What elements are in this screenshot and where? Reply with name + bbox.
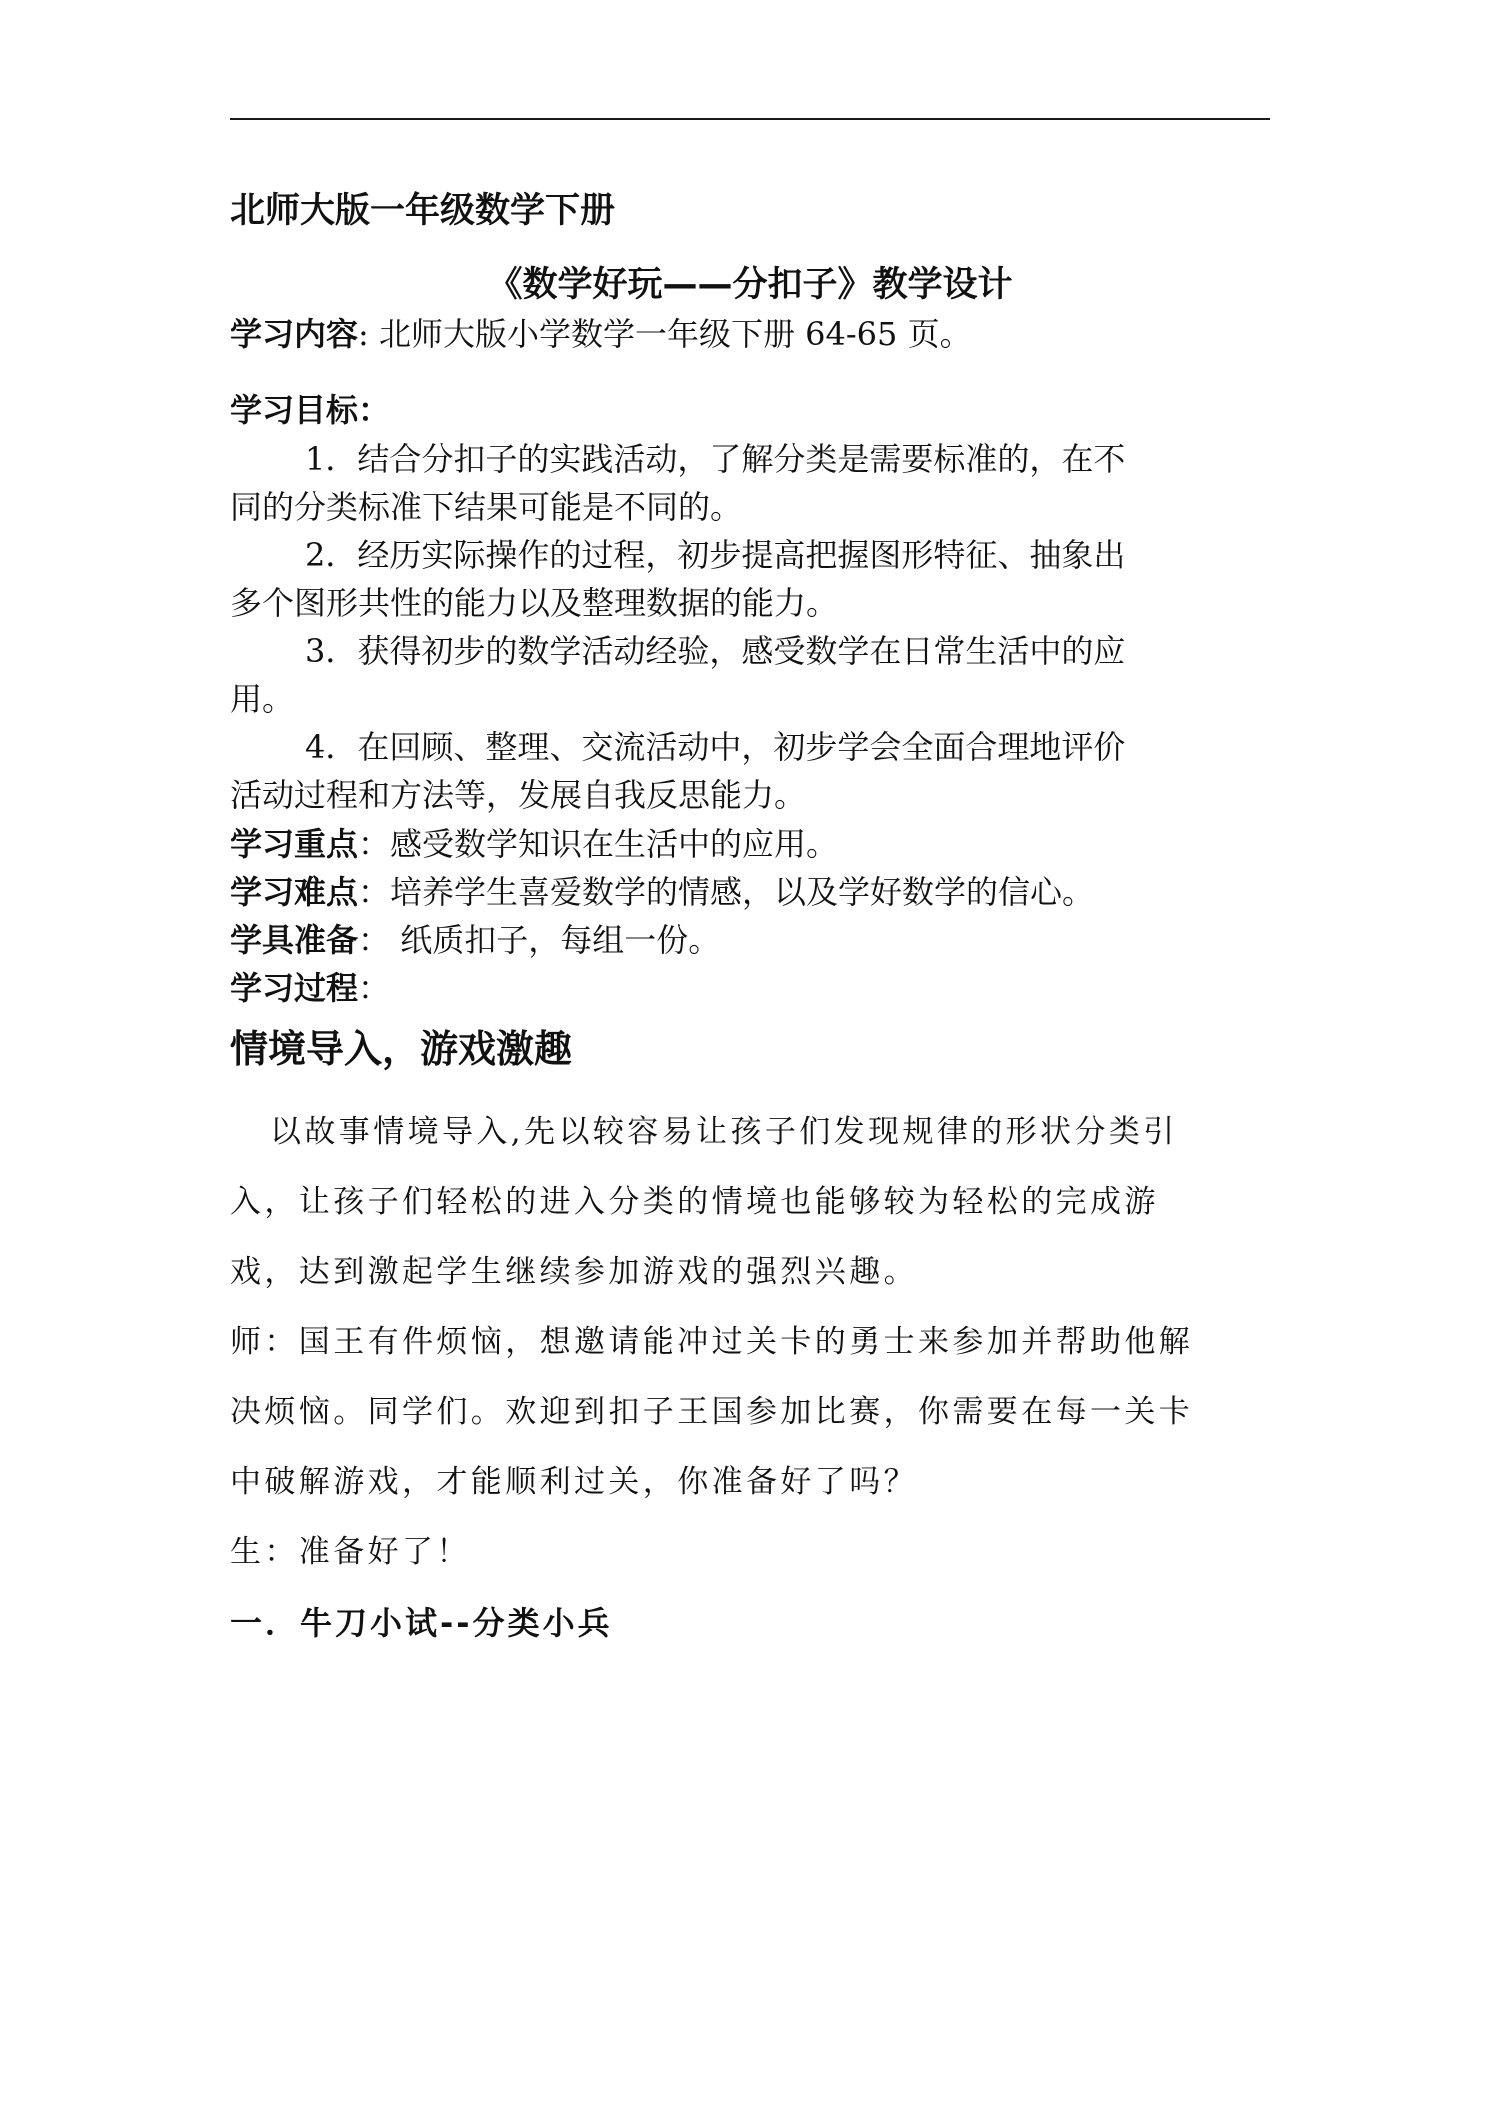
process-row [230, 969, 1270, 1007]
difficulty-value: ：培养学生喜爱数学的情感，以及学好数学的信心。 [358, 873, 1095, 911]
header-rule [230, 118, 1270, 120]
difficulty-row [230, 873, 1270, 911]
dialog-line-3: 中破解游戏，才能顺利过关，你准备好了吗？ [230, 1464, 918, 1500]
objective-1-line-2: 同的分类标准下结果可能是不同的。 [230, 488, 743, 526]
key-point-row [230, 825, 1270, 863]
section-heading: 情境导入，游戏激趣 [230, 1027, 573, 1071]
key-point-label: 学习重点 [230, 825, 359, 863]
objective-2-line-2: 多个图形共性的能力以及整理数据的能力。 [230, 584, 839, 622]
difficulty-label: 学习难点 [230, 873, 359, 911]
intro-line-2: 入，让孩子们轻松的进入分类的情境也能够较为轻松的完成游 [230, 1184, 1159, 1220]
dialog-line-1: 师：国王有件烦恼，想邀请能冲过关卡的勇士来参加并帮助他解 [230, 1324, 1194, 1360]
objective-3-line-2: 用。 [230, 680, 295, 718]
intro-line-1: 以故事情境导入,先以较容易让孩子们发现规律的形状分类引 [270, 1114, 1178, 1150]
subsection-heading: 一．牛刀小试--分类小兵 [230, 1604, 613, 1642]
content-label: 学习内容 [230, 315, 359, 353]
tools-label: 学具准备 [230, 921, 359, 959]
objective-1-line-1: 1．结合分扣子的实践活动，了解分类是需要标准的，在不 [305, 440, 1126, 478]
objective-3-line-1: 3．获得初步的数学活动经验，感受数学在日常生活中的应 [305, 632, 1126, 670]
tools-row [230, 921, 1270, 959]
content-row [230, 315, 1270, 353]
content-value: : 北师大版小学数学一年级下册 64-65 页。 [358, 315, 972, 353]
tools-value: ： 纸质扣子，每组一份。 [358, 921, 721, 959]
objective-4-line-2: 活动过程和方法等，发展自我反思能力。 [230, 776, 807, 814]
dialog-line-4: 生：准备好了！ [230, 1534, 471, 1570]
document-title: 《数学好玩——分扣子》教学设计 [487, 265, 1013, 305]
objective-4-line-1: 4．在回顾、整理、交流活动中，初步学会全面合理地评价 [305, 728, 1126, 766]
dialog-line-2: 决烦恼。同学们。欢迎到扣子王国参加比赛，你需要在每一关卡 [230, 1394, 1194, 1430]
process-label: 学习过程 [230, 969, 359, 1007]
intro-line-3: 戏，达到激起学生继续参加游戏的强烈兴趣。 [230, 1254, 918, 1290]
objectives-label: 学习目标： [230, 391, 391, 429]
objective-2-line-1: 2．经历实际操作的过程，初步提高把握图形特征、抽象出 [305, 536, 1126, 574]
key-point-value: ：感受数学知识在生活中的应用。 [358, 825, 839, 863]
process-colon: ： [358, 969, 391, 1007]
series-title: 北师大版一年级数学下册 [230, 191, 616, 231]
